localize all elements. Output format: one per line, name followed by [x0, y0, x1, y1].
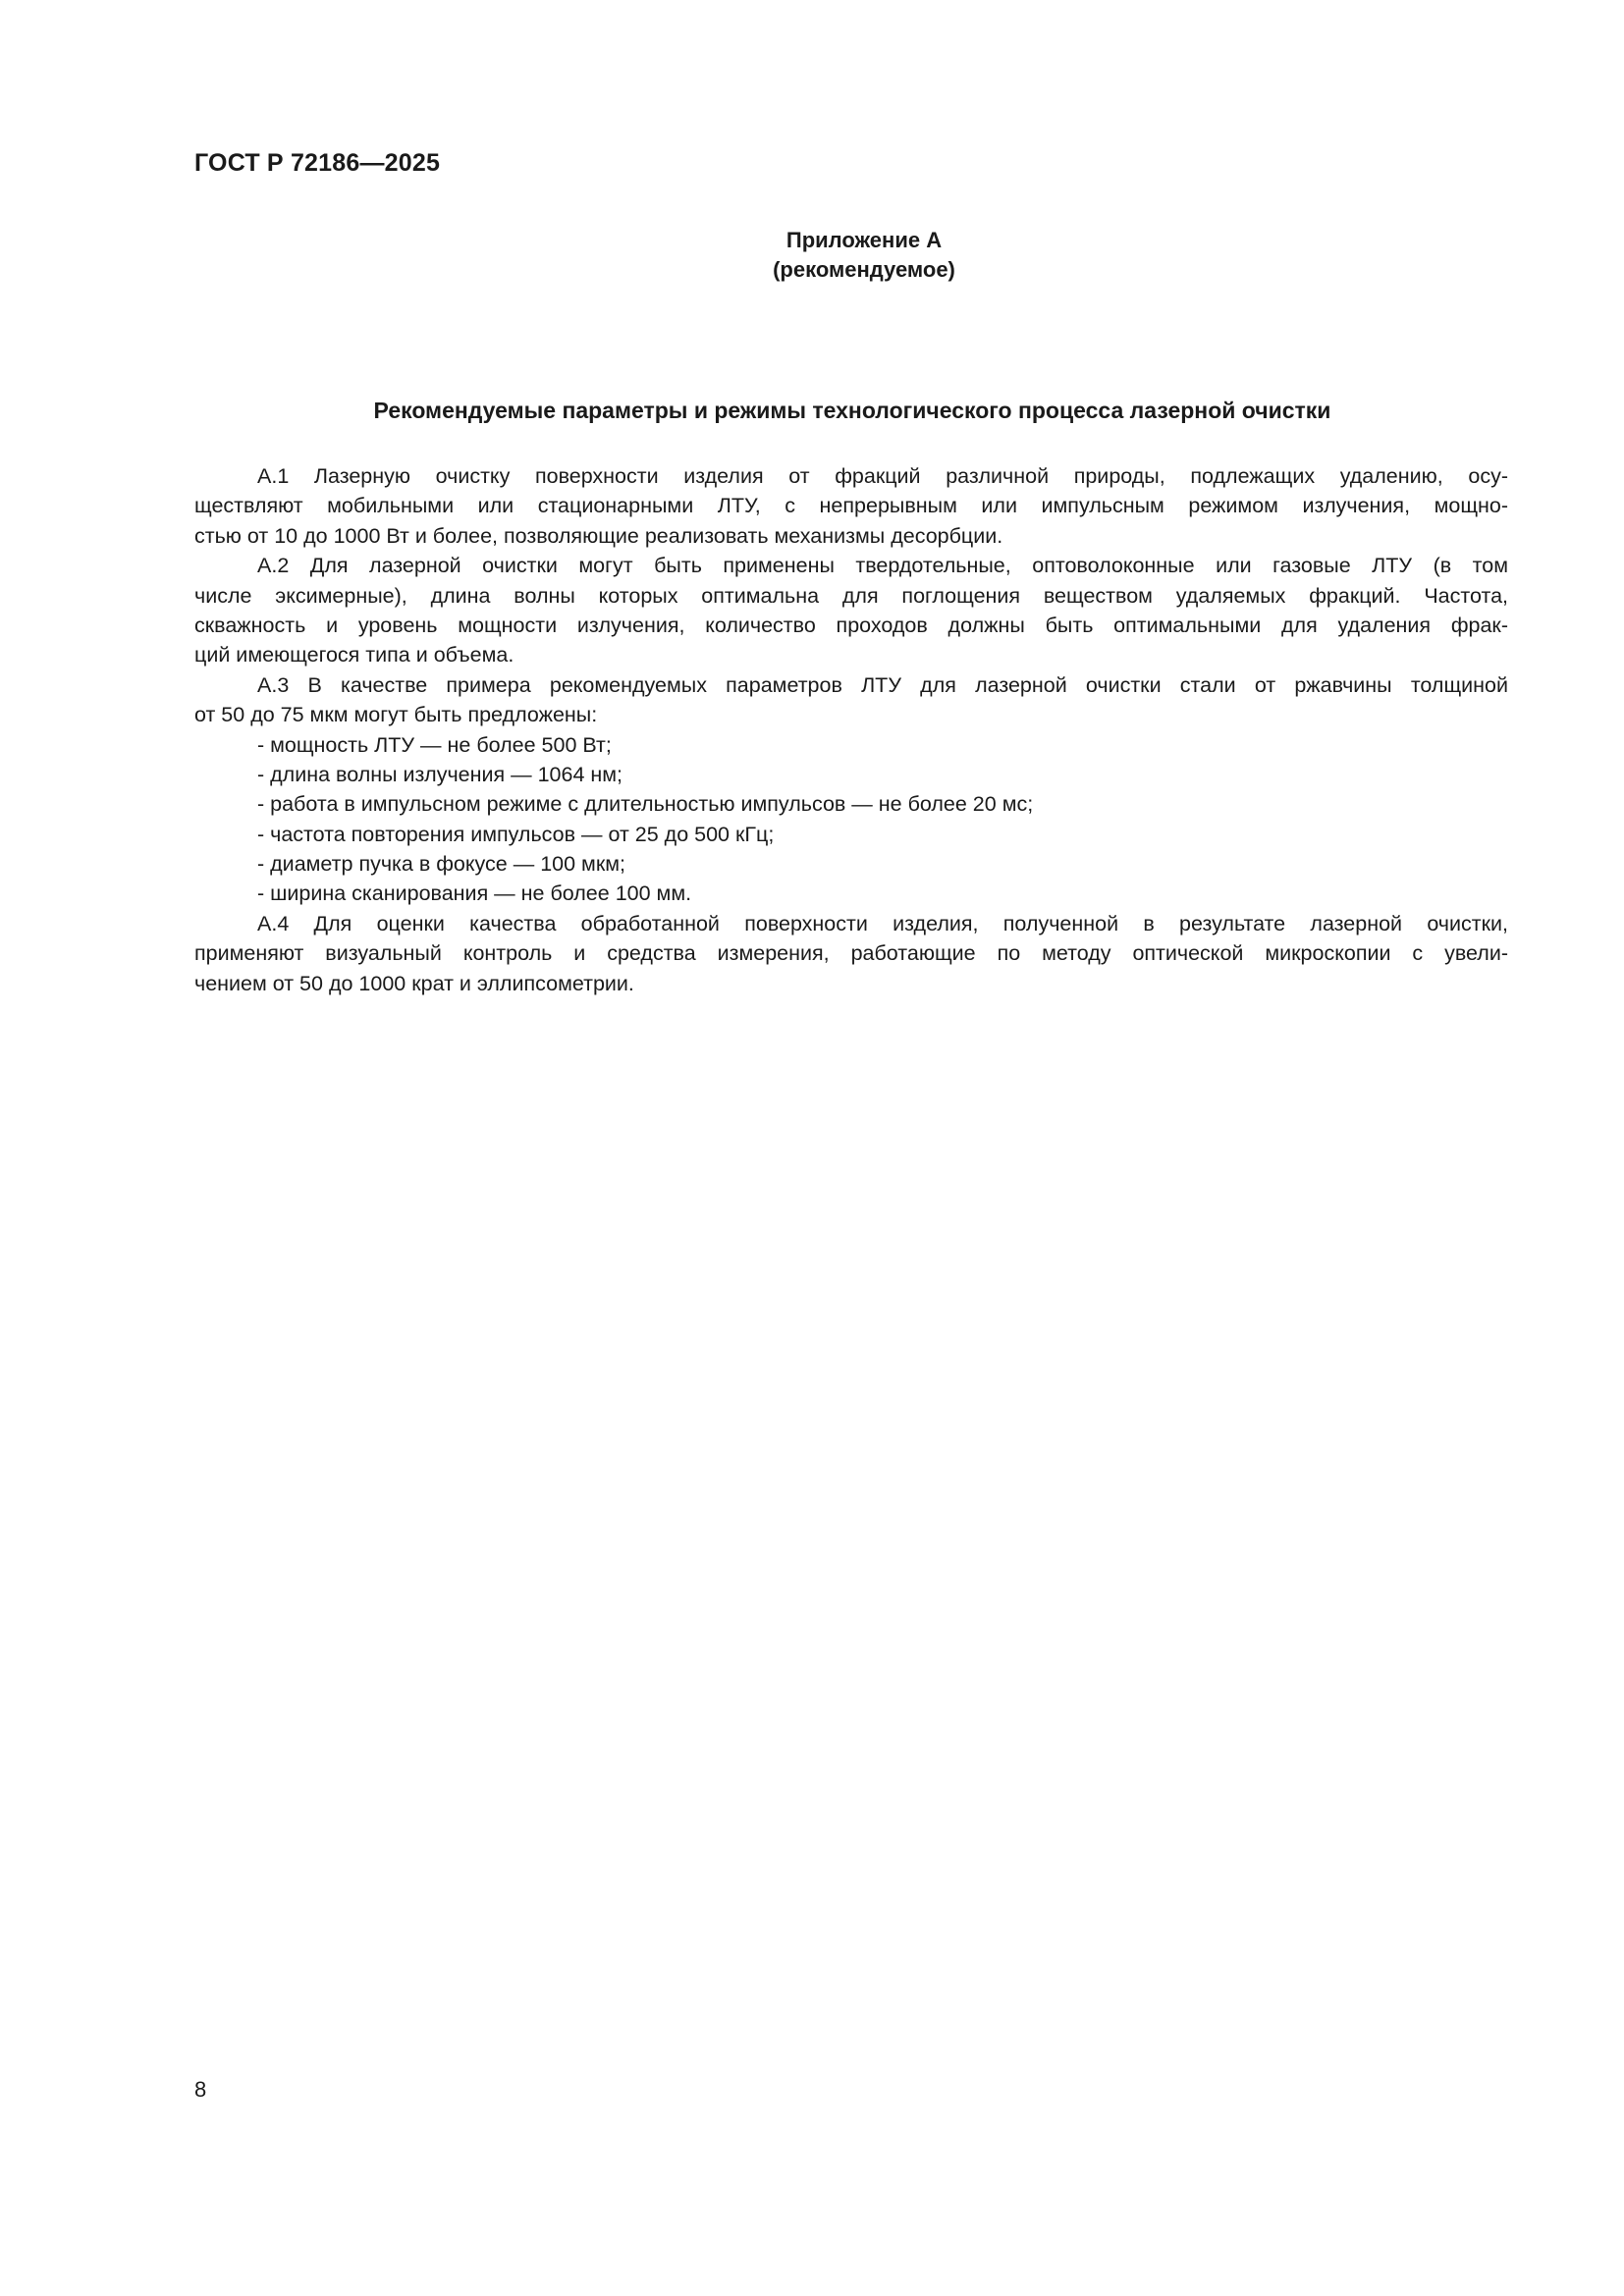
- annex-status: (рекомендуемое): [773, 257, 955, 282]
- text-line: числе эксимерные), длина волны которых оптимальна для поглощения веществом удаляемых фракций. Частота,: [194, 583, 1508, 608]
- list-item: - длина волны излучения — 1064 нм;: [257, 762, 623, 786]
- list-item: - мощность ЛТУ — не более 500 Вт;: [257, 732, 612, 757]
- text-line: скважность и уровень мощности излучения, количество проходов должны быть оптимальными для удаления фрак-: [194, 613, 1508, 637]
- paragraph-a4: [194, 909, 1508, 998]
- paragraph-a1: [194, 461, 1508, 551]
- text-line: А.4 Для оценки качества обработанной поверхности изделия, полученной в результате лазерной очистки,: [257, 911, 1508, 935]
- list-item: - работа в импульсном режиме с длительностью импульсов — не более 20 мс;: [257, 792, 1034, 817]
- paragraph-a3: [194, 670, 1508, 730]
- annex-heading: [0, 226, 1624, 285]
- text-line: стью от 10 до 1000 Вт и более, позволяющие реализовать механизмы десорбции.: [194, 523, 1003, 548]
- annex-title: Приложение А: [785, 228, 943, 252]
- list-item: - ширина сканирования — не более 100 мм.: [257, 881, 692, 906]
- list-item: - частота повторения импульсов — от 25 до 500 кГц;: [257, 822, 775, 846]
- text-line: А.2 Для лазерной очистки могут быть применены твердотельные, оптоволоконные или газовые ЛТУ (в том: [257, 554, 1508, 578]
- document-code-header: ГОСТ Р 72186—2025: [194, 149, 441, 177]
- paragraph-a2: [194, 551, 1508, 670]
- text-line: А.3 В качестве примера рекомендуемых параметров ЛТУ для лазерной очистки стали от ржавчины толщиной: [257, 672, 1508, 697]
- page-number: 8: [194, 2077, 207, 2102]
- text-line: ций имеющегося типа и объема.: [194, 643, 514, 667]
- text-line: от 50 до 75 мкм могут быть предложены:: [194, 703, 598, 727]
- text-line: чением от 50 до 1000 крат и эллипсометрии.: [194, 971, 634, 995]
- parameter-list: [194, 730, 1508, 909]
- document-body: [194, 461, 1508, 998]
- section-title: Рекомендуемые параметры и режимы технологического процесса лазерной очистки: [373, 398, 1331, 423]
- text-line: ществляют мобильными или стационарными ЛТУ, с непрерывным или импульсным режимом излучения, мощно-: [194, 494, 1508, 518]
- list-item: - диаметр пучка в фокусе — 100 мкм;: [257, 852, 625, 877]
- text-line: А.1 Лазерную очистку поверхности изделия от фракций различной природы, подлежащих удалению, осу-: [257, 464, 1508, 488]
- text-line: применяют визуальный контроль и средства измерения, работающие по методу оптической микроскопии с увели-: [194, 941, 1508, 966]
